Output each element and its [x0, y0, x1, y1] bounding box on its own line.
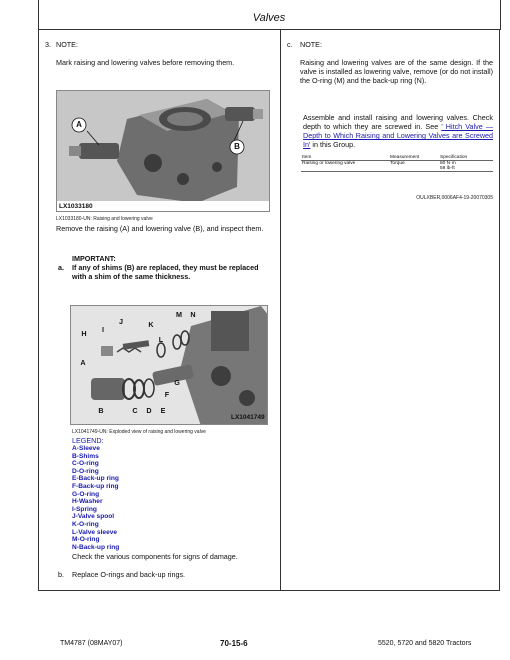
legend-item-m: M-O-ring — [72, 536, 100, 544]
check-components-text: Check the various components for signs of damage. — [72, 552, 238, 561]
fig1-code: LX1033180 — [59, 203, 93, 210]
step-c-note-text: Raising and lowering valves are of the same design. If the valve is installed as lowering valve, remove (or do not install) the O-ring (M) and the back-up ring (N). — [300, 58, 493, 85]
fig2-label-b: B — [98, 406, 104, 415]
step-3-note-label: NOTE: — [56, 40, 78, 49]
valve-photo-illustration — [57, 91, 270, 212]
legend-list — [72, 445, 119, 551]
section-title: Valves — [252, 12, 286, 24]
fig2-label-h: H — [81, 329, 87, 338]
step-c-note-label: NOTE: — [300, 40, 322, 49]
fig2-label-g: G — [174, 378, 180, 387]
exploded-valve-photo — [70, 305, 268, 425]
fig2-label-c: C — [132, 406, 138, 415]
legend-item-g: G-O-ring — [72, 490, 100, 498]
spec-value — [439, 161, 493, 172]
step-3-note-text: Mark raising and lowering valves before removing them. — [56, 58, 235, 67]
fig1-label-a: A — [76, 120, 82, 129]
substep-a-number: a. — [58, 263, 64, 272]
legend-item-a: A-Sleeve — [72, 445, 100, 452]
legend-item-n: N-Back-up ring — [72, 543, 120, 551]
legend-item-f: F-Back-up ring — [72, 482, 119, 490]
legend-item-k: K-O-ring — [72, 520, 99, 528]
legend-item-i: I-Spring — [72, 505, 97, 513]
spec-header-measurement: Measurement — [390, 155, 420, 160]
fig2-label-n: N — [190, 310, 196, 319]
spec-header-item: Item — [302, 155, 312, 160]
spec-item: Raising or lowering valve — [302, 161, 356, 166]
substep-b-text: Replace O-rings and back-up rings. — [72, 570, 186, 579]
footer-model-range: 5520, 5720 and 5820 Tractors — [378, 640, 472, 647]
legend-item-l: L-Valve sleeve — [72, 528, 118, 536]
fig2-label-j: J — [119, 317, 123, 326]
legend-item-h: H-Washer — [72, 498, 103, 506]
hitch-valve-depth-link[interactable]: ' Hitch Valve — Depth to Which Raising and Lowering Valves are Screwed In' — [303, 122, 494, 149]
fig2-label-a: A — [80, 358, 86, 367]
document-reference: OULXBER,0006AF4-19-20070305 — [416, 195, 493, 201]
footer-manual-id: TM4787 (08MAY07) — [60, 640, 123, 647]
column-divider — [280, 30, 281, 591]
spec-row — [301, 161, 493, 172]
fig2-label-f: F — [164, 390, 170, 399]
legend-item-e: E-Back-up ring — [72, 475, 119, 483]
substep-b-number: b. — [58, 570, 64, 579]
fig2-label-m: M — [176, 310, 182, 319]
assemble-instruction — [303, 113, 493, 149]
fig1-caption: LX1033180-UN: Raising and lowering valve — [56, 216, 153, 222]
spec-measurement: Torque — [390, 161, 405, 166]
legend-item-j: J-Valve spool — [72, 513, 115, 521]
legend-item-b: B-Shims — [72, 452, 99, 460]
remove-instruction: Remove the raising (A) and lowering valve (B), and inspect them. — [56, 224, 264, 233]
step-c-number: c. — [287, 40, 293, 49]
fig2-label-e: E — [160, 406, 166, 415]
spec-header-specification: Specification — [440, 155, 468, 160]
fig1-label-b: B — [234, 142, 240, 151]
header-left-rule — [38, 0, 39, 30]
legend-item-c: C-O-ring — [72, 460, 99, 468]
header-right-rule — [500, 0, 501, 30]
torque-spec-table — [301, 155, 493, 172]
assemble-tail: in this Group. — [310, 140, 356, 149]
raising-lowering-valve-photo — [56, 90, 270, 212]
fig2-label-k: K — [148, 320, 154, 329]
spec-value-metric: 80 N·m — [440, 161, 456, 166]
page-header — [38, 8, 500, 30]
important-label: IMPORTANT: — [72, 254, 116, 263]
fig2-label-l: L — [158, 335, 164, 344]
legend-title: LEGEND: — [72, 436, 104, 445]
step-3-number: 3. — [45, 40, 51, 49]
footer-page-number: 70-15-6 — [220, 639, 248, 648]
fig2-caption: LX1041749-UN: Exploded view of raising and lowering valve — [72, 429, 206, 435]
fig2-label-i: I — [102, 325, 104, 334]
fig2-code: LX1041749 — [231, 414, 265, 421]
spec-value-imperial: 59 lb-ft — [440, 166, 455, 171]
legend-item-d: D-O-ring — [72, 467, 99, 475]
substep-a-text: If any of shims (B) are replaced, they must be replaced with a shim of the same thickness. — [72, 263, 259, 281]
fig2-label-d: D — [146, 406, 152, 415]
assemble-text: Assemble and install raising and lowering valves. Check depth to which they are screwed in. See — [303, 113, 493, 131]
